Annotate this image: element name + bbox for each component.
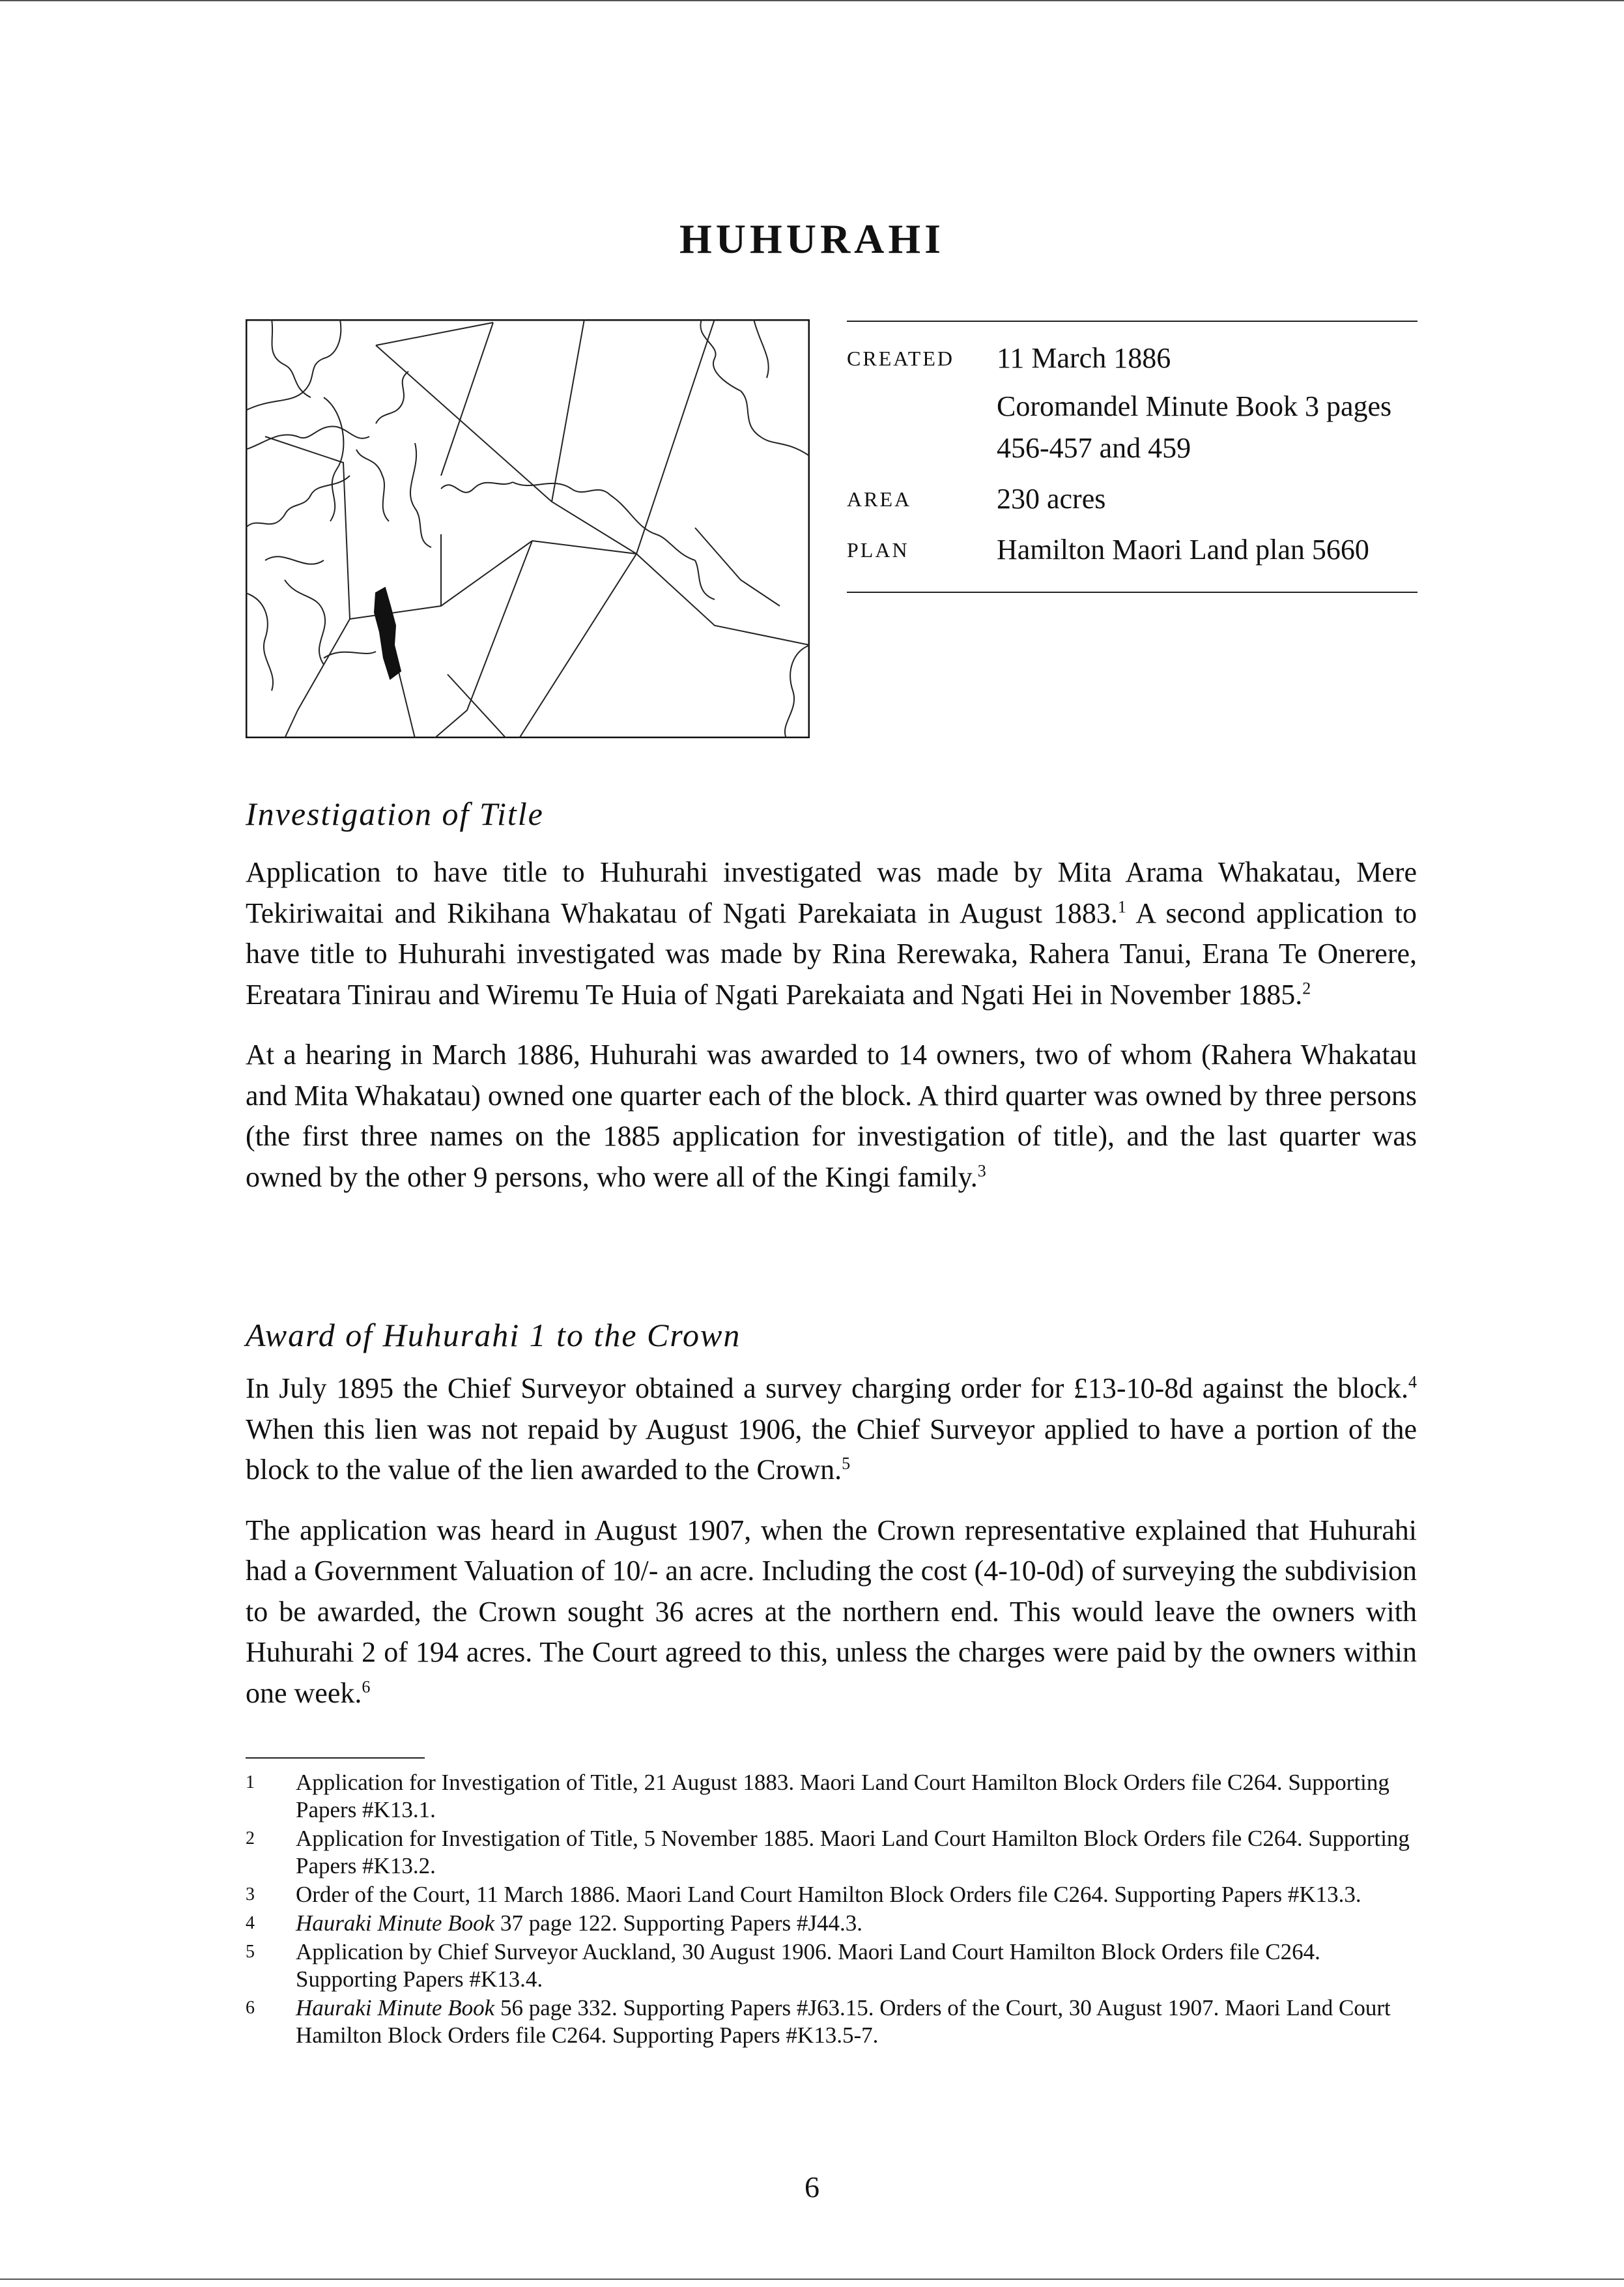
details-table bbox=[847, 338, 1417, 580]
scan-edge-bottom bbox=[0, 2279, 1624, 2280]
paragraph: At a hearing in March 1886, Huhurahi was awarded to 14 owners, two of whom (Rahera Whakatau and Mita Whakatau) owned one quarter each of the block. A third quarter was owned by three persons (the first three names on the 1885 application for investigation of title), and the last quarter was owned by the other 9 persons, who were all of the Kingi family.$^3$ bbox=[246, 1039, 1417, 1193]
paragraph: The application was heard in August 1907, when the Crown representative explained that Huhurahi had a Government Valuation of 10/- an acre. Including the cost (4-10-0d) of surveying the subdivision to be awarded, the Crown sought 36 acres at the northern end. This would leave the owners with Huhurahi 2 of 194 acres. The Court agreed to this, unless the charges were paid by the owners within one week.$^6$ bbox=[246, 1514, 1417, 1709]
footnote bbox=[246, 1910, 1417, 1937]
details-top-rule bbox=[847, 321, 1417, 322]
page-number: 6 bbox=[805, 2170, 819, 2204]
footnote-rule bbox=[246, 1757, 425, 1759]
footnote-number: 3 bbox=[246, 1884, 255, 1905]
location-map-drawing bbox=[246, 319, 810, 738]
plan-label: PLAN bbox=[847, 538, 909, 562]
details-row-area bbox=[847, 478, 1417, 529]
scan-edge-top bbox=[0, 0, 1624, 1]
footnote bbox=[246, 1994, 1417, 2049]
created-date: 11 March 1886 bbox=[997, 342, 1171, 374]
block-details bbox=[847, 321, 1417, 593]
footnote-number: 6 bbox=[246, 1998, 255, 2018]
footnote bbox=[246, 1825, 1417, 1880]
footnotes bbox=[246, 1769, 1417, 2050]
section-award bbox=[246, 1316, 1417, 1714]
footnote-ref: 1 bbox=[1117, 897, 1126, 916]
footnote-number: 5 bbox=[246, 1942, 255, 1962]
footnote-number: 1 bbox=[246, 1772, 255, 1792]
footnote-ref: 3 bbox=[977, 1160, 986, 1180]
footnote bbox=[246, 1881, 1417, 1908]
paragraph: In July 1895 the Chief Surveyor obtained a survey charging order for £13-10-8d against the block.$^4$ When this lien was not repaid by August 1906, the Chief Surveyor applied to have a portion of the block to the value of the lien awarded to the Crown.$^5$ bbox=[246, 1372, 1417, 1486]
footnote-text: Hauraki Minute Book 37 page 122. Supporting Papers #J44.3. bbox=[296, 1910, 863, 1936]
footnote-ref: 5 bbox=[842, 1454, 851, 1473]
section-heading: Investigation of Title bbox=[246, 796, 544, 832]
created-label: CREATED bbox=[847, 347, 954, 370]
footnote bbox=[246, 1938, 1417, 1993]
footnote-number: 2 bbox=[246, 1828, 255, 1848]
footnote bbox=[246, 1769, 1417, 1824]
footnote-number: 4 bbox=[246, 1913, 255, 1933]
footnote-text: Application for Investigation of Title, 5 November 1885. Maori Land Court Hamilton Block Orders file C264. Supporting Papers #K13.2. bbox=[296, 1826, 1410, 1878]
details-bottom-rule bbox=[847, 592, 1417, 593]
area-value: 230 acres bbox=[997, 483, 1106, 515]
footnote-text: Application by Chief Surveyor Auckland, 30 August 1906. Maori Land Court Hamilton Block Orders file C264. Supporting Papers #K13.4. bbox=[296, 1939, 1320, 1992]
footnote-text: Order of the Court, 11 March 1886. Maori Land Court Hamilton Block Orders file C264. Supporting Papers #K13.3. bbox=[296, 1882, 1361, 1907]
location-map bbox=[246, 319, 810, 738]
footnote-ref: 4 bbox=[1408, 1372, 1417, 1392]
paragraph: Application to have title to Huhurahi investigated was made by Mita Arama Whakatau, Mere Tekiriwaitai and Rikihana Whakatau of Ngati Parekaiata in August 1883.$^1$ A second application to have title to Huhurahi investigated was made by Rina Rerewaka, Rahera Tanui, Erana Te Onerere, Ereatara Tinirau and Wiremu Te Huia of Ngati Parekaiata and Ngati Hei in November 1885.$^2$ bbox=[246, 856, 1417, 1011]
footnote-text: Hauraki Minute Book 56 page 332. Supporting Papers #J63.15. Orders of the Court, 30 August 1907. Maori Land Court Hamilton Block Orders file C264. Supporting Papers #K13.5-7. bbox=[296, 1995, 1391, 2048]
area-label: AREA bbox=[847, 487, 912, 511]
footnote-ref: 2 bbox=[1302, 978, 1311, 998]
created-value bbox=[997, 338, 1417, 478]
footnote-ref: 6 bbox=[362, 1676, 371, 1696]
section-investigation bbox=[246, 795, 1417, 1198]
details-row-plan bbox=[847, 529, 1417, 580]
footnote-text: Application for Investigation of Title, 21 August 1883. Maori Land Court Hamilton Block Orders file C264. Supporting Papers #K13.1. bbox=[296, 1770, 1389, 1822]
plan-value: Hamilton Maori Land plan 5660 bbox=[997, 534, 1369, 566]
section-heading: Award of Huhurahi 1 to the Crown bbox=[246, 1317, 741, 1353]
page-title: HUHURAHI bbox=[679, 216, 945, 262]
details-row-created bbox=[847, 338, 1417, 478]
created-minute-book: Coromandel Minute Book 3 pages 456-457 and 459 bbox=[997, 390, 1392, 464]
